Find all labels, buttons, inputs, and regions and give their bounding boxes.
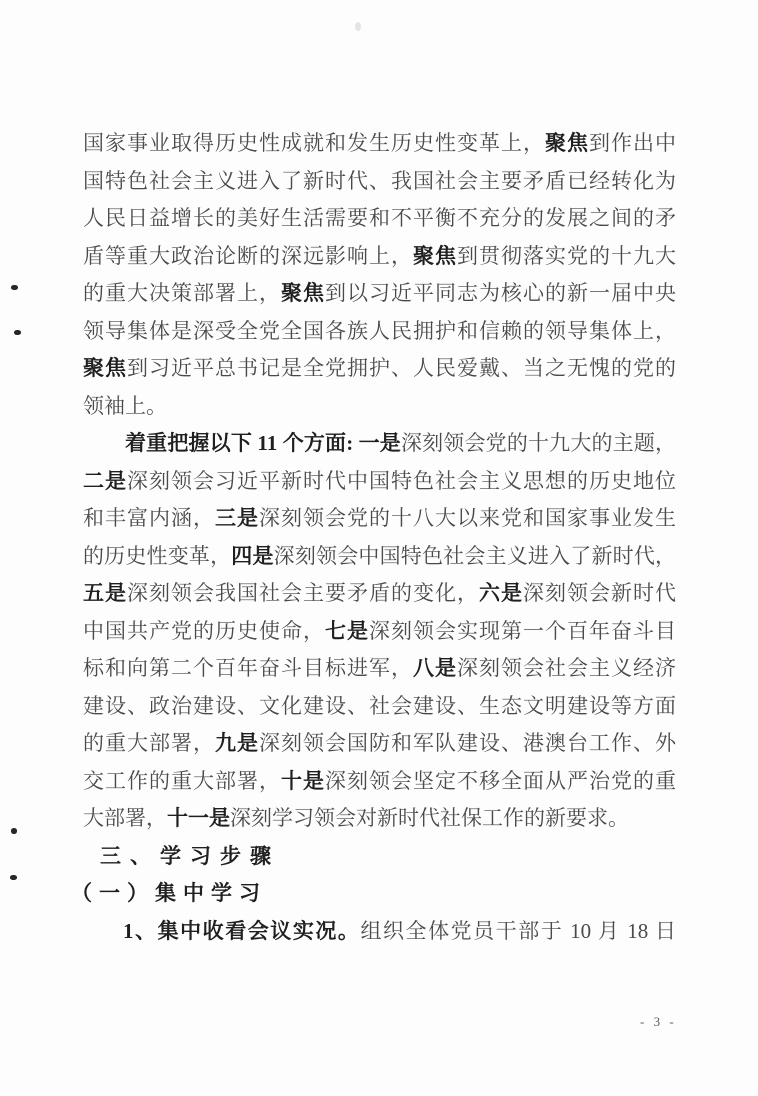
emphasis-text: 七是 (325, 618, 369, 643)
emphasis-text: 聚焦 (83, 356, 127, 380)
scan-dot-mark (11, 285, 18, 290)
text-line (83, 725, 676, 763)
body-text: 组织全体党员干部于 10 月 18 日 (360, 918, 677, 943)
text-line (83, 650, 676, 688)
body-text: 领袖上。 (83, 393, 167, 418)
text-line (83, 613, 676, 651)
body-text: 建设、政治建设、文化建设、社会建设、生态文明建设等方面 (83, 693, 676, 718)
document-lines (71, 125, 677, 950)
body-text: 深刻领会社会主义经济 (457, 656, 676, 680)
body-text: 盾等重大政治论断的深远影响上， (83, 243, 413, 268)
text-line (83, 163, 676, 201)
text-line (83, 763, 676, 801)
text-line (83, 800, 676, 838)
text-line (83, 388, 676, 426)
body-text: 国家事业取得历史性成就和发生历史性变革上， (83, 131, 545, 155)
text-line (83, 125, 676, 163)
body-text: 中国共产党的历史使命， (83, 618, 325, 643)
emphasis-text: 九是 (215, 731, 259, 755)
text-line (83, 200, 676, 238)
body-text: 深刻领会中国特色社会主义进入了新时代， (273, 543, 677, 568)
text-line (83, 313, 676, 351)
body-text: 到贯彻落实党的十九大 (457, 243, 676, 268)
emphasis-text: 三、学习步骤 (100, 843, 280, 868)
body-text: 的历史性变革， (83, 543, 232, 568)
emphasis-text: （一）集中学习 (71, 881, 267, 905)
body-text: 到习近平总书记是全党拥护、人民爱戴、当之无愧的党的 (127, 356, 676, 380)
body-text: 深刻学习领会对新时代社保工作的新要求。 (230, 806, 629, 830)
emphasis-text: 十是 (281, 768, 325, 793)
scan-dot-mark (11, 828, 17, 834)
body-text: 深刻领会党的十八大以来党和国家事业发生 (259, 506, 676, 530)
text-line (83, 238, 676, 276)
body-text: 的重大决策部署上， (83, 281, 281, 305)
emphasis-text: 五是 (83, 581, 127, 605)
body-text: 人民日益增长的美好生活需要和不平衡不充分的发展之间的矛 (83, 206, 676, 230)
emphasis-text: 三是 (215, 506, 259, 530)
body-text: 深刻领会坚定不移全面从严治党的重 (325, 768, 676, 793)
body-text: 深刻领会新时代 (523, 581, 676, 605)
body-text: 国特色社会主义进入了新时代、我国社会主要矛盾已经转化为 (83, 168, 676, 193)
text-line (83, 575, 676, 613)
body-text: 深刻领会国防和军队建设、港澳台工作、外 (259, 731, 676, 755)
emphasis-text: 六是 (479, 581, 523, 605)
text-line (83, 913, 676, 951)
body-text: 深刻领会实现第一个百年奋斗目 (369, 618, 676, 643)
emphasis-text: 聚焦 (413, 243, 457, 268)
body-text: 领导集体是深受全党全国各族人民拥护和信赖的领导集体上， (83, 318, 676, 343)
text-line (83, 350, 676, 388)
emphasis-text: 十一是 (167, 806, 230, 830)
emphasis-text: 1、集中收看会议实况。 (123, 918, 361, 943)
body-text: 交工作的重大部署， (83, 768, 281, 793)
emphasis-text: 着重把握以下 11 个方面: 一是 (125, 431, 401, 455)
text-line (83, 688, 676, 726)
page-number: - 3 - (640, 1014, 677, 1029)
body-text: 深刻领会我国社会主要矛盾的变化， (127, 581, 479, 605)
text-line (83, 500, 676, 538)
body-text: 到以习近平同志为核心的新一届中央 (325, 281, 676, 305)
text-line (83, 838, 676, 876)
body-text: 大部署， (83, 806, 167, 830)
emphasis-text: 四是 (231, 543, 274, 568)
emphasis-text: 聚焦 (545, 131, 589, 155)
emphasis-text: 八是 (413, 656, 457, 680)
body-text: 深刻领会党的十九大的主题， (400, 431, 677, 455)
text-line (83, 425, 676, 463)
scan-dot-mark (10, 875, 17, 880)
text-line (83, 463, 676, 501)
scan-smudge-mark (355, 22, 361, 31)
body-text: 深刻领会习近平新时代中国特色社会主义思想的历史地位 (127, 468, 676, 493)
text-line (83, 538, 676, 576)
body-text: 标和向第二个百年奋斗目标进军， (83, 656, 413, 680)
emphasis-text: 聚焦 (281, 281, 325, 305)
text-line (71, 875, 676, 913)
emphasis-text: 二是 (83, 468, 127, 493)
body-text: 的重大部署， (83, 731, 215, 755)
scan-dot-mark (14, 330, 21, 335)
body-text: 和丰富内涵， (83, 506, 215, 530)
body-text: 到作出中 (589, 131, 676, 155)
text-line (83, 275, 676, 313)
